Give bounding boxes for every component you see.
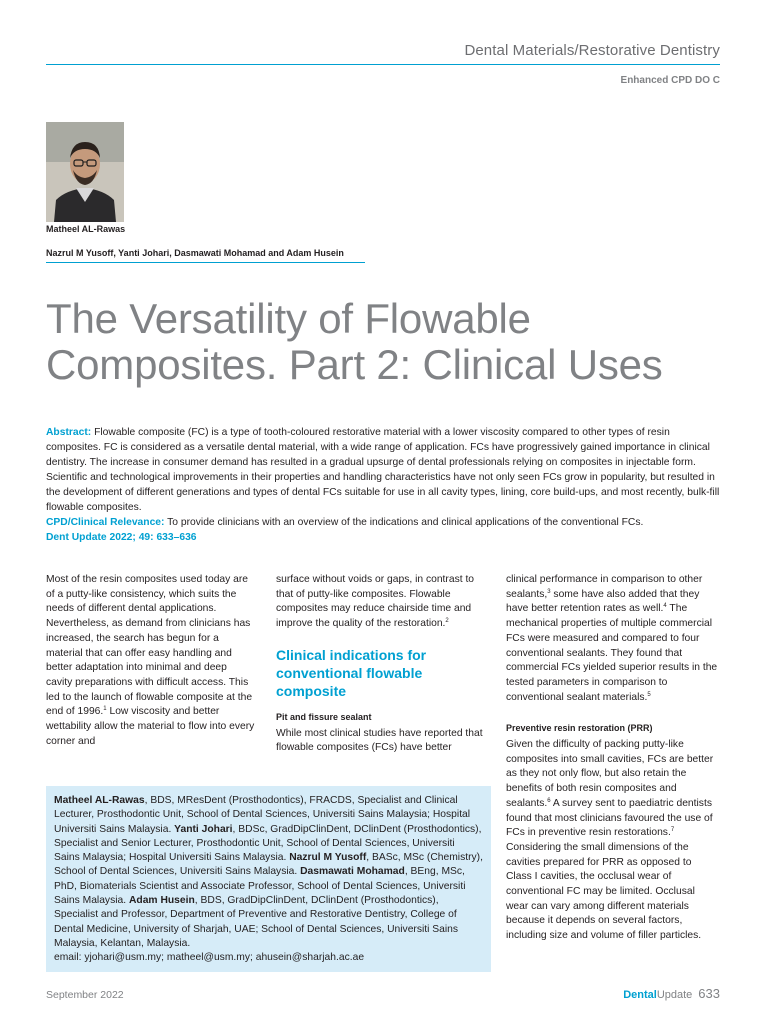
abstract-label: Abstract: [46,427,92,438]
section-heading: Clinical indications for conventional flowable composite [276,646,427,699]
reference-3: 3 [547,588,551,595]
header-rule [46,64,720,65]
reference-4: 4 [663,603,667,610]
body-text: The mechanical properties of multiple commercial FCs were measured and compared to four conventional sealants. They found that commercial FCs yielded superior results in the tested parameters in comparison to conventional sealant materials. [506,603,718,703]
author-name: Yanti Johari [174,823,233,835]
author-photo [46,122,124,222]
body-text: clinical performance in comparison to other sealants, [506,574,703,600]
affiliation-text [54,794,483,951]
title-line-1: The Versatility of Flowable [46,295,531,342]
body-paragraph [46,573,256,749]
abstract-paragraph [46,425,726,515]
affiliation: , BEng, MSc, PhD, Biomaterials Scientist and Associate Professor, School of Dental Sciences, Universiti Sains Malaysia. [54,866,466,907]
article-title [46,296,736,388]
abstract-text: Flowable composite (FC) is a type of tooth-coloured restorative material with a lower viscosity compared to other types of resin composites. FC is considered as a versatile dental material, with a wide range of application. FCs have progressively gained importance in clinical dentistry. The increase in consumer demand has resulted in a gradual upsurge of dental professionals relying on composites in injectable form. Scientific and technological improvements in their properties and handling characteristics have not only seen FCs grow in popularity, but resulted in the development of different generations and types of dental FCs suitable for use in all cavity types, lining, core build-ups, and most recently, bulk-fill flowable composites. [46,427,720,513]
journal-name-bold: Dental [623,989,657,1001]
body-text: surface without voids or gaps, in contrast to that of putty-like composites. Flowable composites may reduce chairside time and improve the quality of the restoration. [276,574,475,630]
author-name: Matheel AL-Rawas [54,795,145,806]
body-text: Most of the resin composites used today are of a putty-like consistency, which suits the needs of different dental applications. Nevertheless, as demand from clinicians has increased, the search has begun for a material that can offer easy handling and better adaptation into minimal and deep cavity preparations with difficult access. This led to the launch of flowable composite at the end of 1996. [46,574,253,718]
body-text: Low viscosity and better wettability allow the material to flow into every corner and [46,706,255,747]
affiliation: , BASc, MSc (Chemistry), School of Dental Sciences, Universiti Sains Malaysia. [54,852,483,878]
section-title: Dental Materials/Restorative Dentistry [464,42,720,59]
body-paragraph [506,738,720,944]
reference-5: 5 [647,691,651,698]
affiliation: , BDS, MResDent (Prosthodontics), FRACDS, Specialist and Clinical Lecturer, Prosthodontic Unit, School of Dental Sciences, Universiti Sains Malaysia; Hospital Universiti Sains Malaysia. [54,795,471,835]
author-affiliations [46,786,491,972]
affiliation: , BDSc, GradDipClinDent, DClinDent (Prosthodontics), Specialist and Senior Lecturer, Prosthodontic Unit, School of Dental Sciences, Universiti Sains Malaysia; Hospital Universiti Sains Malaysia. [54,823,482,864]
reference-6: 6 [547,797,551,804]
body-paragraph [506,573,720,705]
cpd-tag: Enhanced CPD DO C [620,75,720,86]
reference-1: 1 [103,706,107,713]
body-paragraph: While most clinical studies have reported that flowable composites (FCs) have better [276,727,483,754]
reference-7: 7 [670,827,675,834]
author-name: Dasmawati Mohamad [300,866,405,878]
body-text: Given the difficulty of packing putty-like composites into small cavities, FCs are better as they not only flow, but also retain the benefits of both resin composites and sealants. [506,739,714,809]
citation: Dent Update 2022; 49: 633–636 [46,532,197,543]
body-text: some have also added that they have better retention rates as well. [506,588,700,615]
coauthor-list: Nazrul M Yusoff, Yanti Johari, Dasmawati Mohamad and Adam Husein [46,248,344,258]
cpd-relevance [46,515,726,530]
author-name: Adam Husein [128,895,195,907]
body-text: A survey sent to paediatric dentists found that most clinicians favoured the use of FCs in preventive resin restorations. [506,797,713,839]
subheading-prr: Preventive resin restoration (PRR) [506,723,653,734]
body-column-2 [276,573,491,756]
body-text: Considering the small dimensions of the cavities prepared for PRR as opposed to Class I cavities, the occlusal wear of conventional FC may be limited. Occlusal wear can vary among different materials because it depends on several factors, including size and volume of filler particles. [506,841,702,942]
cpd-relevance-label: CPD/Clinical Relevance: [46,517,165,528]
footer-journal [623,986,720,1001]
body-column-3 [506,573,720,944]
affiliation: , BDS, GradDipClinDent, DClinDent (Prosthodontics), Specialist and Professor, Department of Preventive and Restorative Dentistry, College of Dental Medicine, University of Sharjah, UAE; School of Dental Sciences, Universiti Sains Malaysia, Kelantan, Malaysia. [54,895,459,949]
reference-2: 2 [445,618,449,625]
footer-date: September 2022 [46,989,124,1001]
coauthor-rule [46,262,365,263]
abstract [46,425,726,545]
author-name: Nazrul M Yusoff [289,852,367,864]
cpd-relevance-text: To provide clinicians with an overview of the indications and clinical applications of the conventional FCs. [167,517,644,528]
subheading-pit-fissure: Pit and fissure sealant [276,711,372,722]
title-line-2: Composites. Part 2: Clinical Uses [46,341,663,388]
body-paragraph [276,573,491,632]
journal-name-light: Update [656,989,693,1001]
photo-caption: Matheel AL-Rawas [46,224,126,234]
contact-email[interactable]: email: yjohari@usm.my; matheel@usm.my; ahusein@sharjah.ac.ae [54,952,365,964]
page-number: 633 [698,986,720,1001]
body-column-1 [46,573,256,749]
